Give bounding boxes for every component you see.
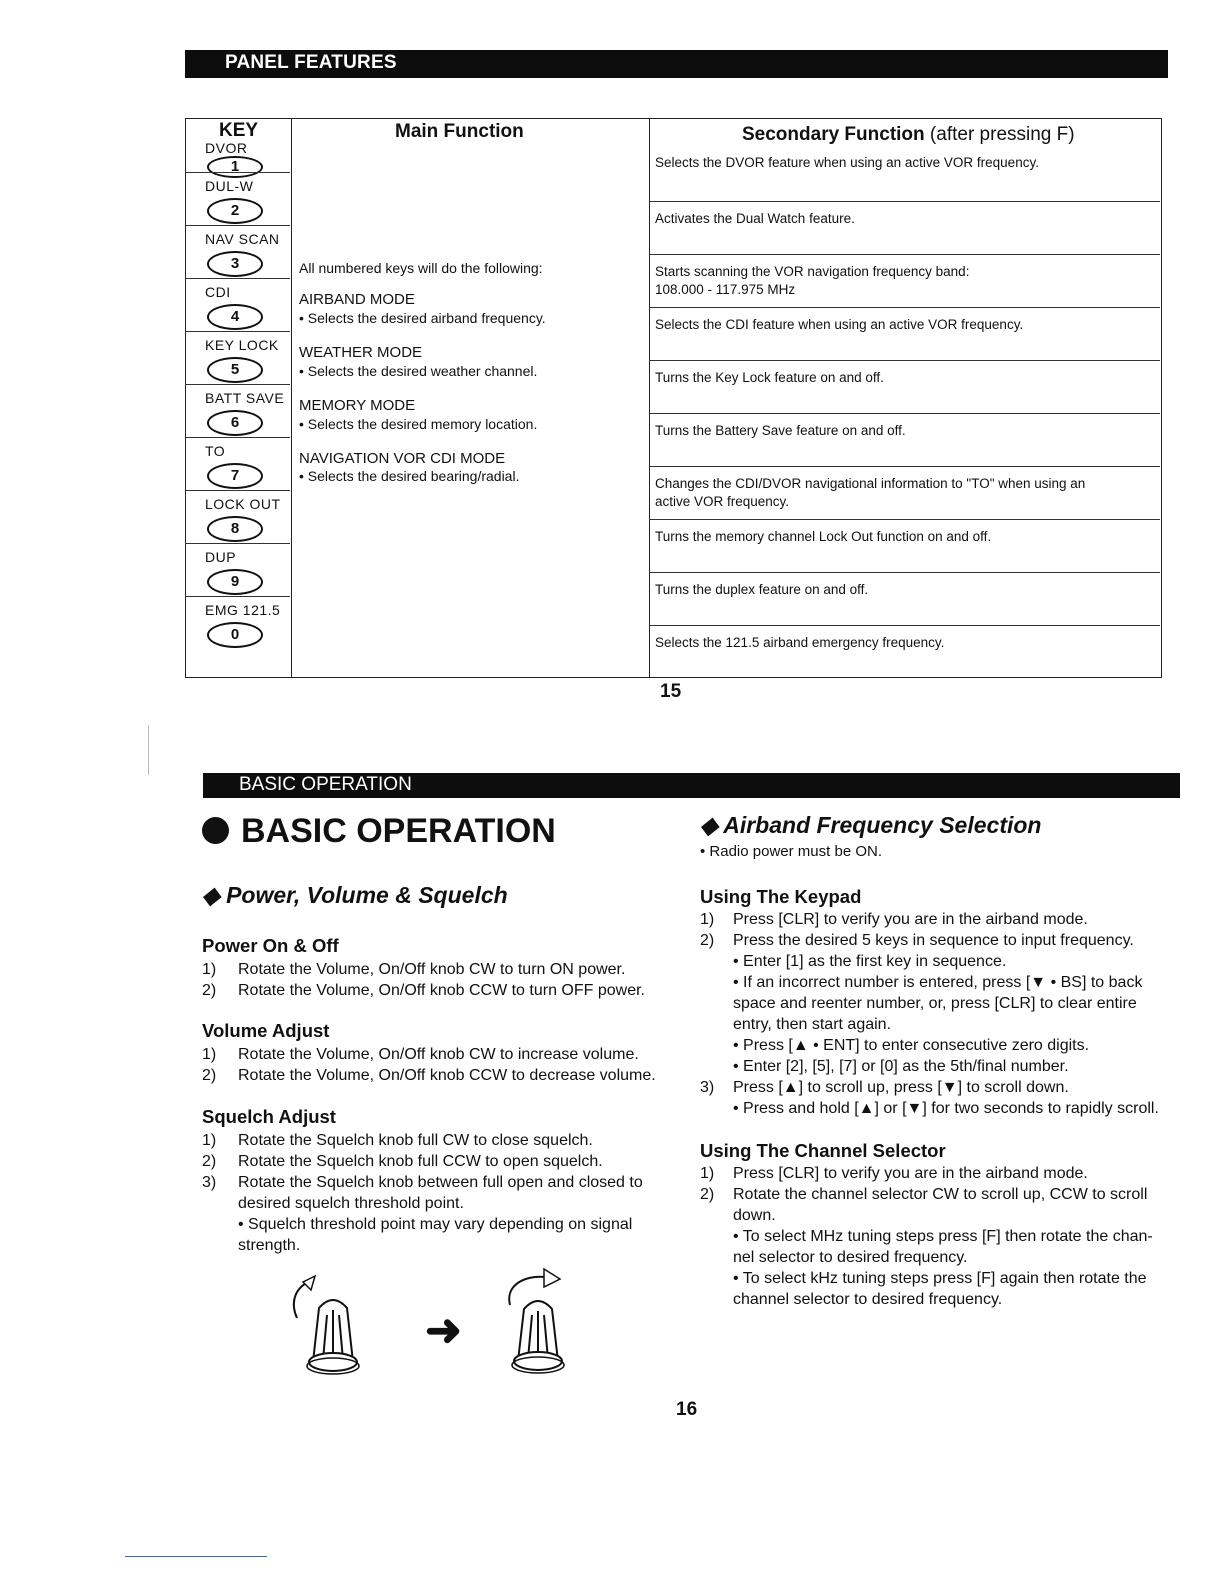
main-function-column: [290, 118, 649, 678]
secondary-cell: [649, 148, 1160, 201]
key-label: CDI: [205, 284, 231, 300]
secondary-text: Selects the DVOR feature when using an active VOR frequency.: [655, 155, 1039, 170]
key-label: DVOR: [205, 140, 248, 156]
airband-note: • Radio power must be ON.: [700, 843, 882, 860]
key-cell: [185, 172, 290, 226]
key-cell: [185, 437, 290, 491]
key-cell: [185, 490, 290, 544]
secondary-text: Activates the Dual Watch feature.: [655, 211, 855, 226]
knob-ccw-icon: [283, 1270, 373, 1375]
secondary-text: Turns the Battery Save feature on and off.: [655, 423, 906, 438]
secondary-cell: [649, 360, 1160, 414]
secondary-cell: [649, 625, 1160, 679]
bullet-dot-icon: [202, 817, 229, 844]
secondary-text: Changes the CDI/DVOR navigational information to "TO" when using an: [655, 476, 1086, 491]
margin-line: [148, 725, 149, 775]
key-label: LOCK OUT: [205, 496, 281, 512]
secondary-cell: [649, 307, 1160, 361]
key-button-9: 9: [207, 569, 263, 595]
mode-desc: • Selects the desired weather channel.: [299, 363, 538, 379]
key-button-6: 6: [207, 410, 263, 436]
basic-operation-title: BASIC OPERATION: [202, 812, 556, 851]
key-label: KEY LOCK: [205, 337, 279, 353]
key-button-2: 2: [207, 198, 263, 224]
secondary-text: Turns the memory channel Lock Out function on and off.: [655, 529, 992, 544]
secondary-cell: [649, 201, 1160, 255]
basic-operation-header-label: BASIC OPERATION: [239, 774, 412, 795]
secondary-cell: [649, 466, 1160, 520]
mode-desc: • Selects the desired bearing/radial.: [299, 468, 520, 484]
key-button-5: 5: [207, 357, 263, 383]
airband-section-title: ◆ Airband Frequency Selection: [700, 812, 1042, 838]
secondary-text: 108.000 - 117.975 MHz: [655, 282, 796, 297]
keypad-title: Using The Keypad: [700, 886, 862, 907]
mode-name: WEATHER MODE: [299, 344, 423, 361]
power-section-title: ◆ Power, Volume & Squelch: [202, 882, 508, 908]
knob-cw-icon: [490, 1265, 590, 1377]
volume-adjust-title: Volume Adjust: [202, 1020, 330, 1041]
channel-selector-title: Using The Channel Selector: [700, 1140, 946, 1161]
squelch-adjust-title: Squelch Adjust: [202, 1106, 336, 1127]
power-on-off-title: Power On & Off: [202, 935, 339, 956]
secondary-cell: [649, 572, 1160, 626]
key-button-4: 4: [207, 304, 263, 330]
key-cell: [185, 384, 290, 438]
key-label: NAV SCAN: [205, 231, 280, 247]
key-column-header: KEY: [219, 120, 259, 141]
key-label: DUP: [205, 549, 237, 565]
mode-desc: • Selects the desired memory location.: [299, 416, 538, 432]
key-button-3: 3: [207, 251, 263, 277]
list-item-continuation: desired squelch threshold point.: [238, 1195, 464, 1212]
main-intro: All numbered keys will do the following:: [299, 260, 543, 276]
arrow-right-icon: ➜: [425, 1306, 462, 1355]
key-button-8: 8: [207, 516, 263, 542]
key-cell: [185, 118, 290, 175]
key-cell: [185, 596, 290, 650]
list-item-continuation: strength.: [238, 1237, 301, 1254]
key-cell: [185, 278, 290, 332]
secondary-cell: [649, 254, 1160, 308]
key-button-7: 7: [207, 463, 263, 489]
secondary-text: Turns the duplex feature on and off.: [655, 582, 869, 597]
key-cell: [185, 225, 290, 279]
footer-rule: [125, 1556, 267, 1557]
list-item-note: • Squelch threshold point may vary depending on signal: [238, 1216, 633, 1233]
key-button-1: 1: [207, 156, 263, 178]
key-cell: [185, 543, 290, 597]
key-label: EMG 121.5: [205, 602, 281, 618]
key-cell: [185, 331, 290, 385]
secondary-text: Selects the CDI feature when using an active VOR frequency.: [655, 317, 1024, 332]
mode-desc: • Selects the desired airband frequency.: [299, 310, 546, 326]
key-label: BATT SAVE: [205, 390, 285, 406]
mode-name: AIRBAND MODE: [299, 291, 415, 308]
panel-features-title: PANEL FEATURES: [225, 52, 397, 73]
mode-name: NAVIGATION VOR CDI MODE: [299, 450, 506, 467]
page-number-15: 15: [660, 681, 682, 702]
secondary-text: Turns the Key Lock feature on and off.: [655, 370, 884, 385]
secondary-cell: [649, 519, 1160, 573]
secondary-text: Selects the 121.5 airband emergency frequency.: [655, 635, 945, 650]
secondary-function-header: Secondary Function (after pressing F): [742, 124, 1075, 145]
page-number-16: 16: [676, 1399, 698, 1420]
key-button-0: 0: [207, 622, 263, 648]
secondary-text: Starts scanning the VOR navigation frequency band:: [655, 264, 970, 279]
mode-name: MEMORY MODE: [299, 397, 416, 414]
basic-operation-header: [203, 773, 1180, 798]
secondary-cell: [649, 413, 1160, 467]
secondary-text: active VOR frequency.: [655, 494, 790, 509]
main-function-header: Main Function: [395, 121, 524, 142]
key-label: TO: [205, 443, 226, 459]
panel-features-header: [185, 50, 1168, 78]
key-label: DUL-W: [205, 178, 254, 194]
